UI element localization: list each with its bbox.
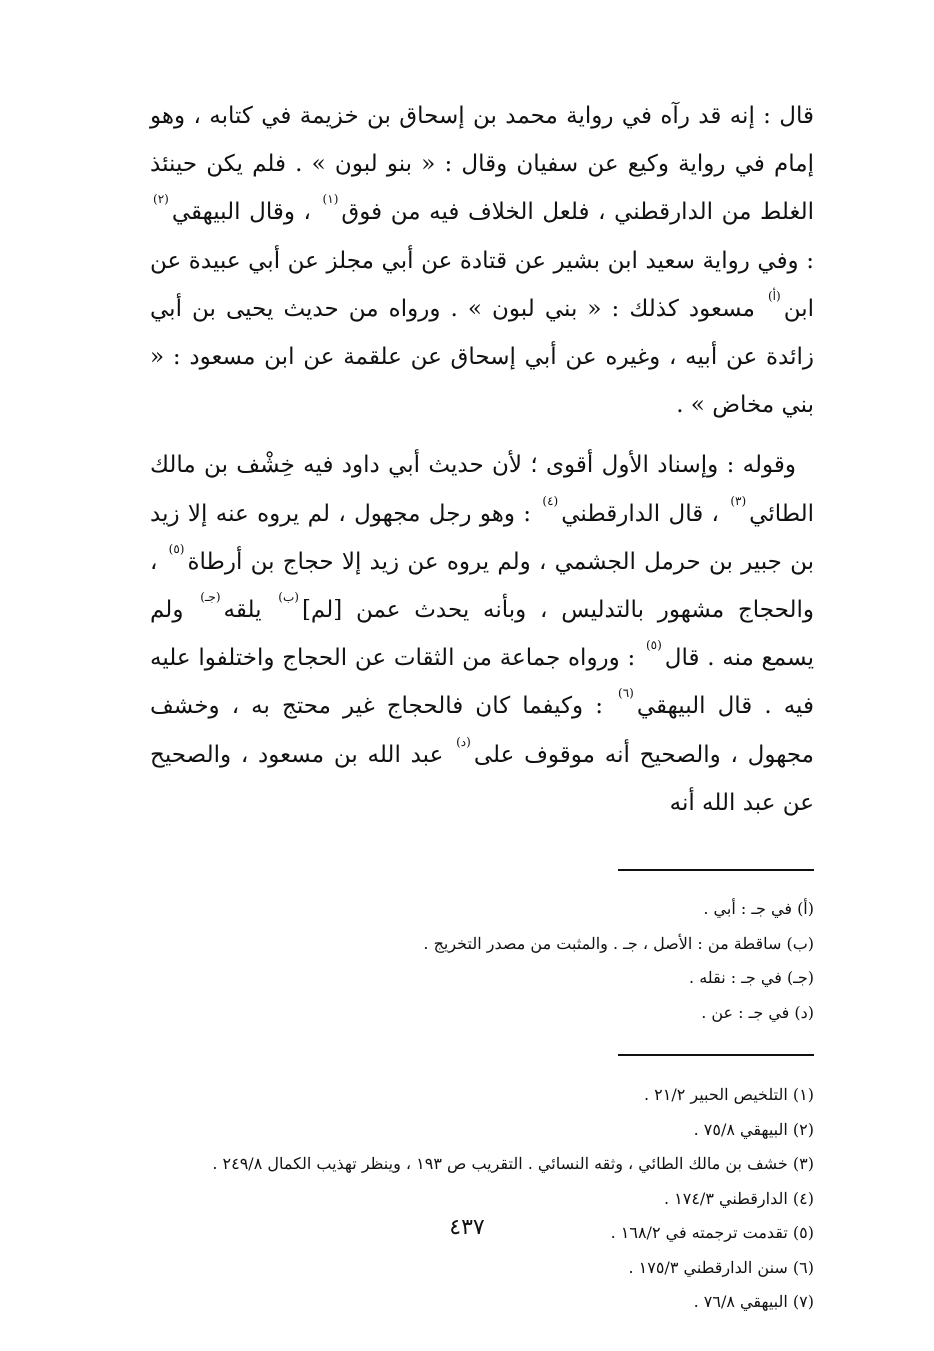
- variant-note: (أ) في جـ : أبي .: [703, 899, 814, 919]
- paragraph-text: وقوله : وإسناد الأول أقوى ؛ لأن حديث أبي داود فيه خِشْف بن مالك الطائي: [150, 452, 815, 527]
- paragraph-text: : ورواه جماعة من الثقات عن الحجاج واختلفوا عليه فيه . قال البيهقي: [150, 645, 814, 720]
- variant-note: (جـ) في جـ : نقله .: [689, 968, 814, 988]
- variant-note: (ب) ساقطة من : الأصل ، جـ . والمثبت من مصدر التخريج .: [423, 933, 814, 953]
- source-notes-list: [150, 1078, 814, 1320]
- paragraph-text: ، قال الدارقطني: [561, 500, 728, 527]
- footnote-ref-4: (٤): [542, 493, 559, 508]
- paragraph-text: : وهو رجل مجهول ، لم يروه عنه إلا زيد بن جبير بن حرمل الجشمي ، ولم يروه عن زيد إلا حجاج بن أرطاة: [150, 500, 814, 575]
- variant-ref-ba: (ب): [278, 590, 299, 605]
- source-note: (٤) الدارقطني ١٧٤/٣ .: [663, 1188, 814, 1208]
- main-paragraph-1: [150, 92, 814, 429]
- variant-notes-list: [150, 892, 814, 1030]
- main-text: [150, 92, 814, 827]
- paragraph-text: ، والحجاج مشهور بالتدليس ، وبأنه يحدث عمن [لم]: [150, 548, 815, 624]
- source-note: (٥) تقدمت ترجمته في ١٦٨/٢ .: [610, 1223, 814, 1243]
- source-note: (١) التلخيص الحبير ٢١/٢ .: [643, 1085, 814, 1105]
- paragraph-text: ، وقال البيهقي: [171, 199, 320, 226]
- source-note: (٦) سنن الدارقطني ١٧٥/٣ .: [628, 1257, 814, 1277]
- paragraph-text: ولم يسمع منه . قال: [150, 597, 814, 672]
- variant-ref-jim: (جـ): [200, 590, 221, 605]
- source-note: (٢) البيهقي ٧٥/٨ .: [693, 1119, 814, 1139]
- paragraph-text: قال : إنه قد رآه في رواية محمد بن إسحاق بن خزيمة في كتابه ، وهو إمام في رواية وكيع عن سفيان وقال : « بنو لبون » . فلم يكن حينئذ الغلط من الدارقطني ، فلعل الخلاف فيه من فوق: [150, 103, 814, 226]
- page-number: ٤٣٧: [449, 1215, 485, 1240]
- footnote-ref-2: (٢): [153, 192, 169, 207]
- footnote-divider: [618, 869, 814, 871]
- footnote-ref-5: (٥): [645, 638, 662, 653]
- footnote-ref-3: (٣): [730, 493, 747, 508]
- footnote-divider: [618, 1054, 814, 1056]
- variant-ref-alif: (أ): [767, 288, 781, 303]
- variant-note: (د) في جـ : عن .: [701, 1002, 814, 1022]
- paragraph-text: : وكيفما كان فالحجاج غير محتج به ، وخشف مجهول ، والصحيح أنه موقوف على: [150, 693, 815, 768]
- paragraph-text: عبد الله بن مسعود ، والصحيح عن عبد الله أنه: [150, 741, 814, 816]
- source-note: (٧) البيهقي ٧٦/٨ .: [693, 1292, 814, 1312]
- main-paragraph-2: [150, 441, 814, 827]
- variant-ref-dal: (د): [456, 734, 471, 749]
- document-page: [150, 92, 814, 1320]
- footnote-ref-5: (٥): [168, 541, 185, 556]
- paragraph-text: : وفي رواية سعيد ابن بشير عن قتادة عن أبي مجلز عن أبي عبيدة عن ابن: [150, 247, 814, 322]
- source-note: (٣) خشف بن مالك الطائي ، وثقه النسائي . التقريب ص ١٩٣ ، وينظر تهذيب الكمال ٢٤٩/٨ .: [212, 1154, 814, 1174]
- paragraph-text: مسعود كذلك : « بني لبون » . ورواه من حديث يحيى بن أبي زائدة عن أبيه ، وغيره عن أبي إسحاق عن علقمة عن ابن مسعود : « بني مخاض » .: [150, 295, 814, 419]
- footnote-ref-6: (٦): [618, 686, 634, 701]
- footnote-ref-1: (١): [322, 192, 339, 207]
- paragraph-text: يلقه: [223, 597, 276, 624]
